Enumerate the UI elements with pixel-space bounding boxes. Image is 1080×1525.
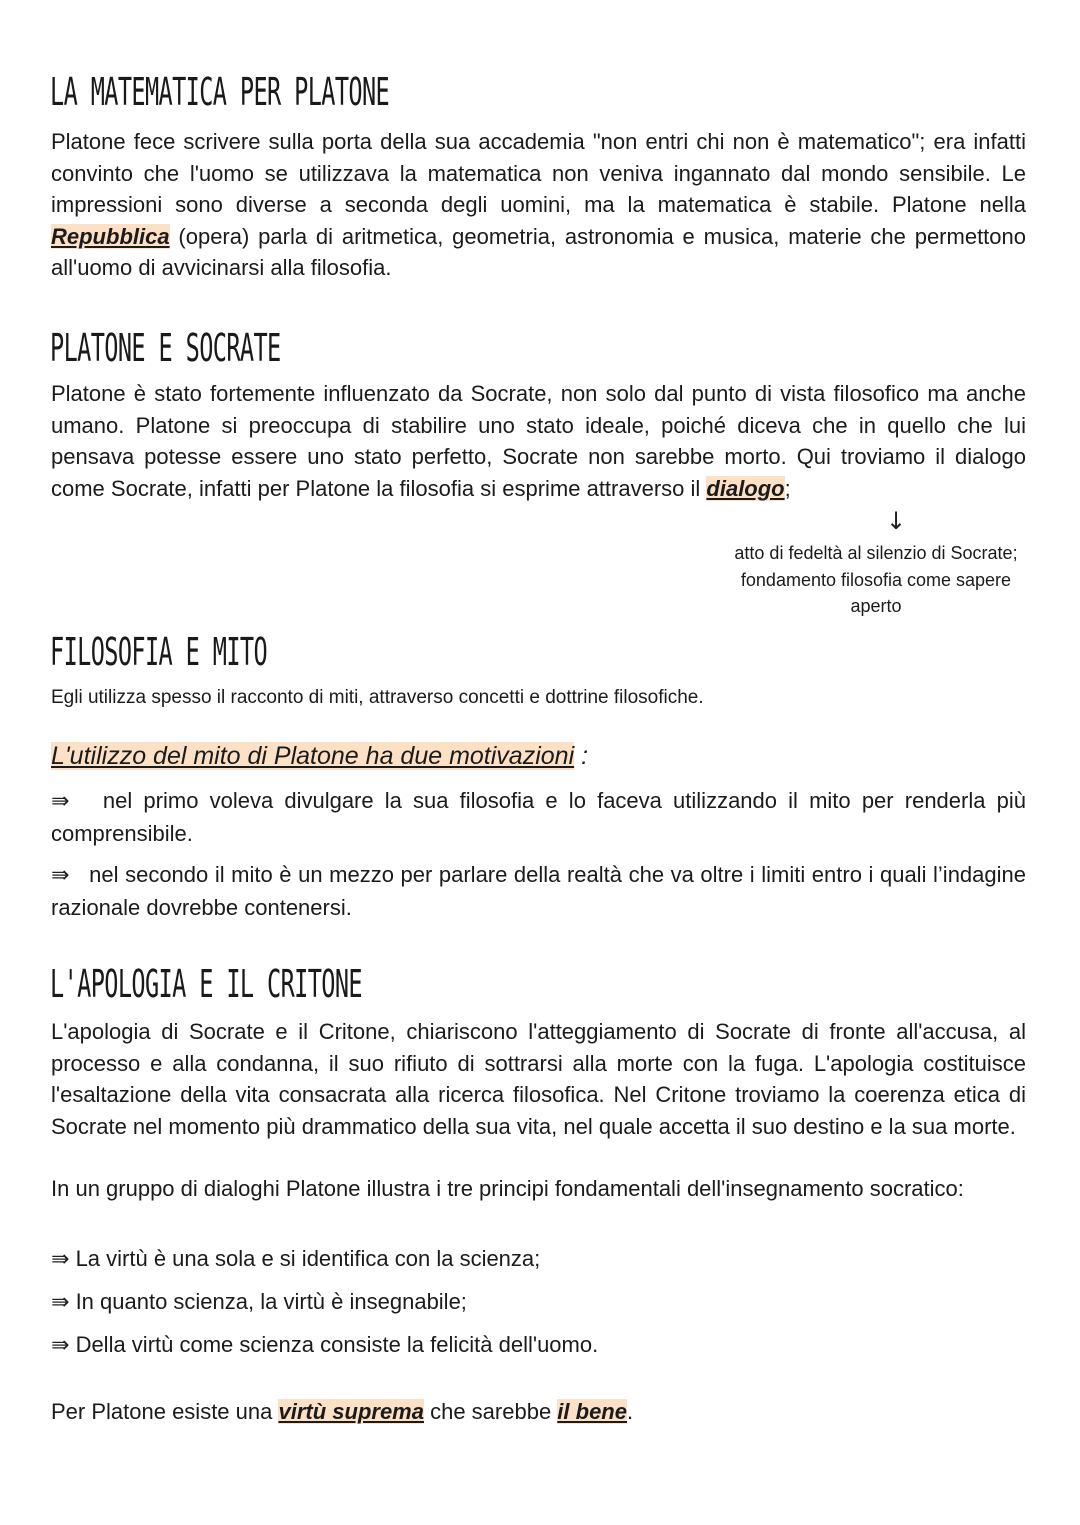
- list-item-text: La virtù è una sola e si identifica con la scienza;: [75, 1246, 541, 1271]
- list-item: [51, 1329, 1026, 1362]
- list-item: [51, 1243, 1026, 1276]
- text-segment: che sarebbe: [423, 1399, 558, 1424]
- list-item: [51, 785, 1026, 849]
- heading-apologia: L'APOLOGIA E IL CRITONE: [50, 962, 362, 1006]
- subheading-motivazioni: [51, 742, 588, 771]
- text-segment: (opera) parla di aritmetica, geometria, astronomia e musica, materie che permettono all'uomo di avvicinarsi alla filosofia.: [51, 223, 1026, 280]
- text-segment: .: [626, 1399, 634, 1424]
- heading-socrate: PLATONE E SOCRATE: [50, 326, 281, 370]
- side-note: atto di fedeltà al silenzio di Socrate; fondamento filosofia come sapere aperto: [734, 543, 1018, 616]
- heading-mito: FILOSOFIA E MITO: [50, 630, 268, 674]
- double-arrow-icon: ⇛: [51, 863, 70, 888]
- double-arrow-icon: ⇛: [51, 1290, 70, 1315]
- highlight-dialogo: dialogo: [706, 475, 785, 501]
- paragraph-mito-intro: Egli utilizza spesso il racconto di miti, attraverso concetti e dottrine filosofiche.: [51, 687, 704, 708]
- highlight-repubblica: Repubblica: [51, 223, 170, 249]
- highlight-virtu-suprema: virtù suprema: [278, 1399, 424, 1424]
- heading-matematica: LA MATEMATICA PER PLATONE: [50, 70, 390, 114]
- paragraph-matematica: [51, 126, 1026, 284]
- text-segment: Per Platone esiste una: [51, 1399, 279, 1424]
- paragraph-principi: In un gruppo di dialoghi Platone illustra i tre principi fondamentali dell'insegnamento socratico:: [51, 1176, 964, 1201]
- list-item: [51, 1286, 1026, 1319]
- double-arrow-icon: ⇛: [51, 1333, 70, 1358]
- subheading-text: L'utilizzo del mito di Platone ha due motivazioni: [51, 742, 575, 770]
- list-item: [51, 859, 1026, 923]
- text-segment: Platone è stato fortemente influenzato da Socrate, non solo dal punto di vista filosofico ma anche umano. Platone si preoccupa di stabilire uno stato ideale, poiché diceva che in quello che lui pensava potesse essere uno stato perfetto, Socrate non sarebbe morto. Qui troviamo il dialogo come Socrate, infatti per Platone la filosofia si esprime attraverso il: [51, 381, 1026, 501]
- highlight-il-bene: il bene: [557, 1399, 627, 1424]
- subheading-suffix: :: [574, 742, 589, 770]
- text-segment: ;: [784, 475, 791, 501]
- paragraph-apologia: L'apologia di Socrate e il Critone, chiariscono l'atteggiamento di Socrate di fronte all'accusa, al processo e alla condanna, il suo rifiuto di sottrarsi alla morte con la fuga. L'apologia costituisce l'esaltazione della vita consacrata alla ricerca filosofica. Nel Critone troviamo la coerenza etica di Socrate nel momento più drammatico della sua vita, nel quale accetta il suo destino e la sua morte.: [51, 1019, 1026, 1139]
- list-item-text: nel primo voleva divulgare la sua filosofia e lo faceva utilizzando il mito per renderla più comprensibile.: [51, 788, 1026, 846]
- paragraph-socrate: [51, 378, 1026, 504]
- text-segment: Platone fece scrivere sulla porta della sua accademia "non entri chi non è matematico"; era infatti convinto che l'uomo se utilizzava la matematica non veniva ingannato dal mondo sensibile. Le impressioni sono diverse a seconda degli uomini, ma la matematica è stabile. Platone nella: [51, 129, 1026, 217]
- list-item-text: nel secondo il mito è un mezzo per parlare della realtà che va oltre i limiti entro i quali l’indagine razionale dovrebbe contenersi.: [51, 862, 1026, 920]
- list-item-text: Della virtù come scienza consiste la felicità dell'uomo.: [75, 1332, 599, 1357]
- paragraph-conclusione: [51, 1396, 1026, 1428]
- down-arrow-icon: ↓: [886, 507, 907, 535]
- list-item-text: In quanto scienza, la virtù è insegnabile;: [75, 1289, 467, 1314]
- double-arrow-icon: ⇛: [51, 789, 70, 814]
- double-arrow-icon: ⇛: [51, 1247, 70, 1272]
